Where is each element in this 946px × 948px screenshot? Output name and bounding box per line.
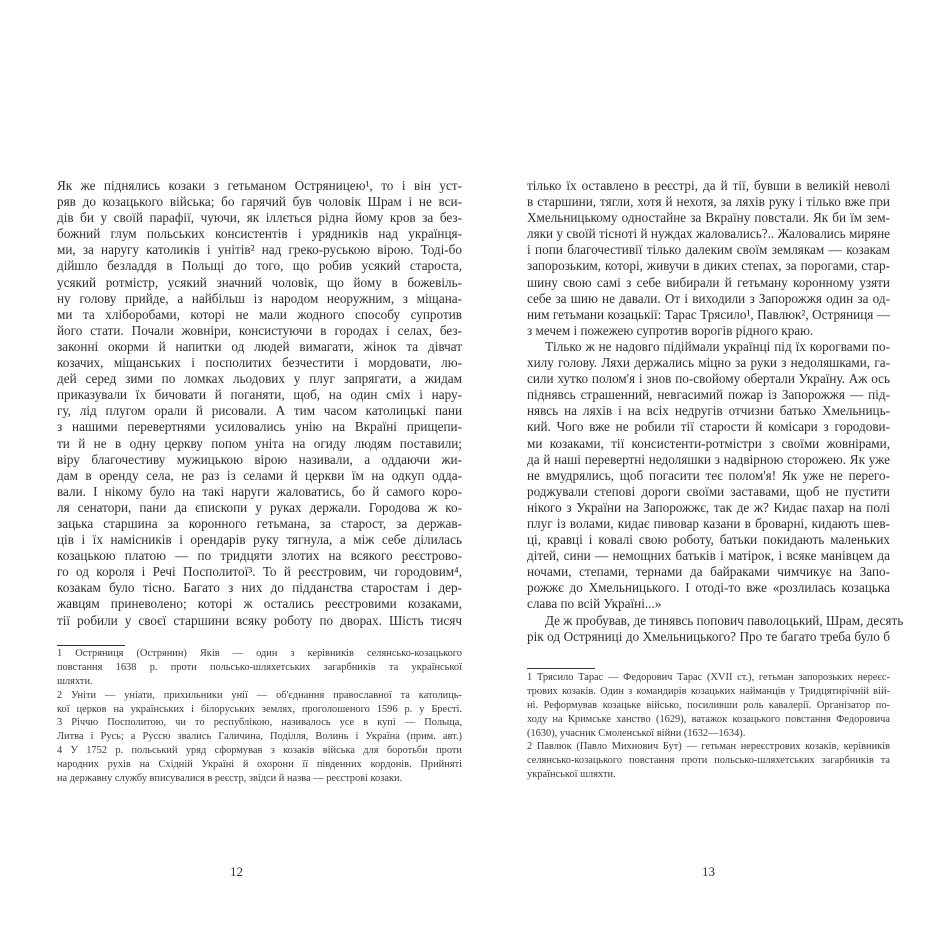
text-line: вали. І нікому було на такі наруги жаловатись, бо й самого коро- (57, 483, 462, 499)
text-line: шину свою самі з себе вибирали й гетьману коронному узяти (527, 274, 890, 290)
page-number: 13 (702, 864, 715, 879)
text-line: дей серед зими по ломках льодових у плуг запрягати, а жидам (57, 371, 462, 387)
footnote-line: шляхти. (57, 675, 93, 687)
footnote-line: кої церков на українських і білоруських землях, проголошеного 1596 р. у Бресті. (57, 703, 462, 715)
text-line: дам в оренду села, не раз із селами й церкви їм на одкуп одда- (57, 467, 462, 483)
text-line: не вмудрялись, щоб погасити теє полом'я! Як уже не перего- (527, 467, 890, 483)
footnote-line: 1 Остряниця (Острянин) Яків — один з керівників селянсько-козацького (57, 648, 462, 659)
text-line: плуг із волами, кидає пивовар казани в броварні, кидають шев- (527, 515, 890, 531)
text-line: ти й не в одну церкву попом уніта на огиду людям поставили; (57, 435, 462, 451)
text-line: ці, кравці і ковалі свою роботу, батьки покидають маленьких (527, 532, 890, 548)
text-line: усякий ротмістр, усякий значний чоловік, що йому в божевіль- (57, 274, 462, 290)
text-line: Де ж пробував, де тинявсь попович паволоцький, Шрам, десять (545, 612, 904, 628)
footnote-line: селянсько-козацького повстання проти польсько-шляхетських загарбників та (527, 755, 890, 767)
text-line: ми, за наругу католиків і унітів² над греко-руською вірою. Тоді-бо (57, 242, 462, 258)
text-line: ну голову прийде, а найбільш із народом неоружним, з міщана- (57, 290, 462, 306)
text-line: ночами, степами, тернами да байраками чимчикує на Запо- (527, 564, 890, 580)
text-line: ми та хліборобами, которі не мали жодного способу супротив (57, 306, 462, 322)
text-line: дітей, сини — немощних батьків і матірок, і всяке манівцем да (527, 548, 890, 564)
footnote-line: української шляхти. (527, 769, 616, 781)
text-line: ним гетьмани козацькії: Тарас Трясило¹, Павлюк², Остряниця — (527, 306, 890, 322)
text-line: нявсь на ляхів і на всіх недругів отчизни батько Хмельниць- (527, 403, 890, 419)
text-line: слава по всій Україні...» (527, 596, 662, 612)
text-line: Як же піднялись козаки з гетьманом Остряницею¹, то і він уст- (57, 178, 462, 193)
text-line: гу, лід плугом орали й рисовали. А тим часом католицькі пани (57, 403, 462, 419)
text-line: його стати. Почали жовніри, консистуючи в городах і селах, без- (57, 322, 462, 338)
text-line: з мечем і пожежею супротив ворогів рідного краю. (527, 322, 814, 338)
text-line: себе за шию не давали. От і виходили з Запорожжя один за од- (527, 290, 890, 306)
footnote-line: ні. Реформував козацьке військо, посиливши роль кавалерії. Організатор по- (527, 699, 890, 711)
right-page (473, 0, 946, 948)
text-line: приказували їх бичовати й поганяти, щоб, на один сміх і нару- (57, 387, 462, 403)
text-line: козакам було тісно. Багато з них до підданства старостам і дер- (57, 580, 462, 596)
text-line: рік од Остряниці до Хмельницького? Про те багато треба було б (527, 628, 890, 644)
text-line: в старшини, тягли, хотя й нехотя, за ляхів руку і тілько вже при (527, 194, 890, 210)
footnote-line: ходу на Кримське ханство (1629), ватажок козацького повстання Федоровича (527, 713, 890, 725)
text-line: кий. Чого вже не робили тії старости й комісари з городови- (527, 419, 890, 435)
text-line: нікого з України на Запорожжє, так де ж? Кидає пахар на полі (527, 499, 890, 515)
text-line: да й наші перевертні недоляшки з надвірною сторожею. Як уже (527, 451, 890, 467)
text-line: запорозьким, которі, живучи в диких степах, за порогами, стар- (527, 258, 890, 274)
text-line: дів би у своїй парафії, чуючи, як іллється рідна йому кров за без- (57, 210, 462, 226)
footnote-divider (57, 645, 125, 646)
footnote-line: 4 У 1752 р. польський уряд сформував з козаків війська для боротьби проти (57, 745, 462, 757)
page-number: 12 (230, 864, 243, 879)
footnote-line: Литва і Русь; а Руссю звались Галичина, Поділля, Волинь і Україна (прим. авт.) (57, 731, 462, 743)
text-line: сили хутко полом'я і знов по-свойому обертали Україну. Аж ось (527, 371, 890, 387)
text-line: і попи благочестивії тілько далеким своїм землякам — козакам (527, 242, 890, 258)
text-line: тілько їх оставлено в реєстрі, да й тії, бувши в великій неволі (527, 178, 890, 193)
text-line: рожжє до Хмельницького. І отоді-то вже «розлилась козацька (527, 580, 890, 596)
footnote-line: 1 Трясило Тарас — Федорович Тарас (XVII ст.), гетьман запорозьких нереєс- (527, 672, 890, 683)
text-line: віру благочестиву мужицькою вірою називали, а оддаючи жи- (57, 451, 462, 467)
footnote-line: 3 Річчю Посполитою, чи то республікою, називалось усе в купі — Польща, (57, 717, 462, 729)
footnotes (527, 671, 890, 782)
text-line: козацькою платою — по тридцяти злотих на всякого реєстрово- (57, 548, 462, 564)
text-line: козачих, міщанських і посполитих безчестити і мордовати, лю- (57, 355, 462, 371)
text-line: жавцям приневолено; которі ж остались реєстровими козаками, (57, 596, 462, 612)
text-line: ряв до козацького війська; бо гарячий був чоловік Шрам і не вси- (57, 194, 462, 210)
footnote-line: 2 Павлюк (Павло Михнович Бут) — гетьман нереєстрових козаків, керівників (527, 741, 890, 753)
text-line: ля сенатори, пани да єпископи у руках держали. Городова ж ко- (57, 499, 462, 515)
footnote-line: на державну службу вписувалися в реєстр, звідси й назва — реєстрові козаки. (57, 773, 403, 785)
body-text (57, 178, 462, 629)
text-line: законні окорми й напитки од людей вимагати, жінок та дівчат (57, 338, 462, 354)
footnote-line: (1630), учасник Смоленської війни (1632—1634). (527, 727, 746, 739)
text-line: з нашими перевертнями усиловались унію на Вкраїні прищепи- (57, 419, 462, 435)
text-line: го од короля і Речі Посполитої³. То й реєстровим, чи городовим⁴, (57, 564, 462, 580)
text-line: ми козаками, тії консистенти-ротмістри з своїми жовнірами, (527, 435, 890, 451)
footnote-line: народних рухів на Східній Україні й охорони її південних кордонів. Прийняті (57, 759, 462, 771)
text-line: Тілько ж не надовго підіймали українці під їх корогвами по- (545, 338, 890, 354)
text-line: тії робили у своєї старшини всяку роботу по дворах. Шість тисяч (57, 612, 462, 628)
footnotes (57, 647, 462, 786)
text-line: піднявсь страшенний, невгасимий пожар із Запорожжя — під- (527, 387, 890, 403)
footnote-line: трових козаків. Один з командирів козацьких найманців у Тридцятирічній вій- (527, 685, 890, 697)
text-line: ців і їх намісників і орендарів руку тягнула, а між себе ділилась (57, 532, 462, 548)
text-line: хилу голову. Ляхи держались міцно за руки з недоляшками, га- (527, 355, 890, 371)
text-line: роджували степові дороги своїми заставами, щоб не пустити (527, 483, 890, 499)
footnote-divider (527, 668, 595, 669)
body-text (527, 178, 904, 645)
text-line: дійшло безладдя в Польщі до того, що робив усякий староста, (57, 258, 462, 274)
text-line: зацька старшина за коронного гетьмана, за старост, за держав- (57, 515, 462, 531)
text-line: божний глум польських консистентів і урядників над українця- (57, 226, 462, 242)
footnote-line: повстання 1638 р. проти польсько-шляхетських загарбників та української (57, 661, 462, 673)
text-line: ляки у своїй тісноті й нуждах жаловались?.. Жаловались миряне (527, 226, 890, 242)
footnote-line: 2 Уніти — уніати, прихильники унії — об'єднання православної та католиць- (57, 689, 462, 701)
text-line: Хмельницькому одностайне за Вкраїну повстали. Як би їм зем- (527, 210, 890, 226)
